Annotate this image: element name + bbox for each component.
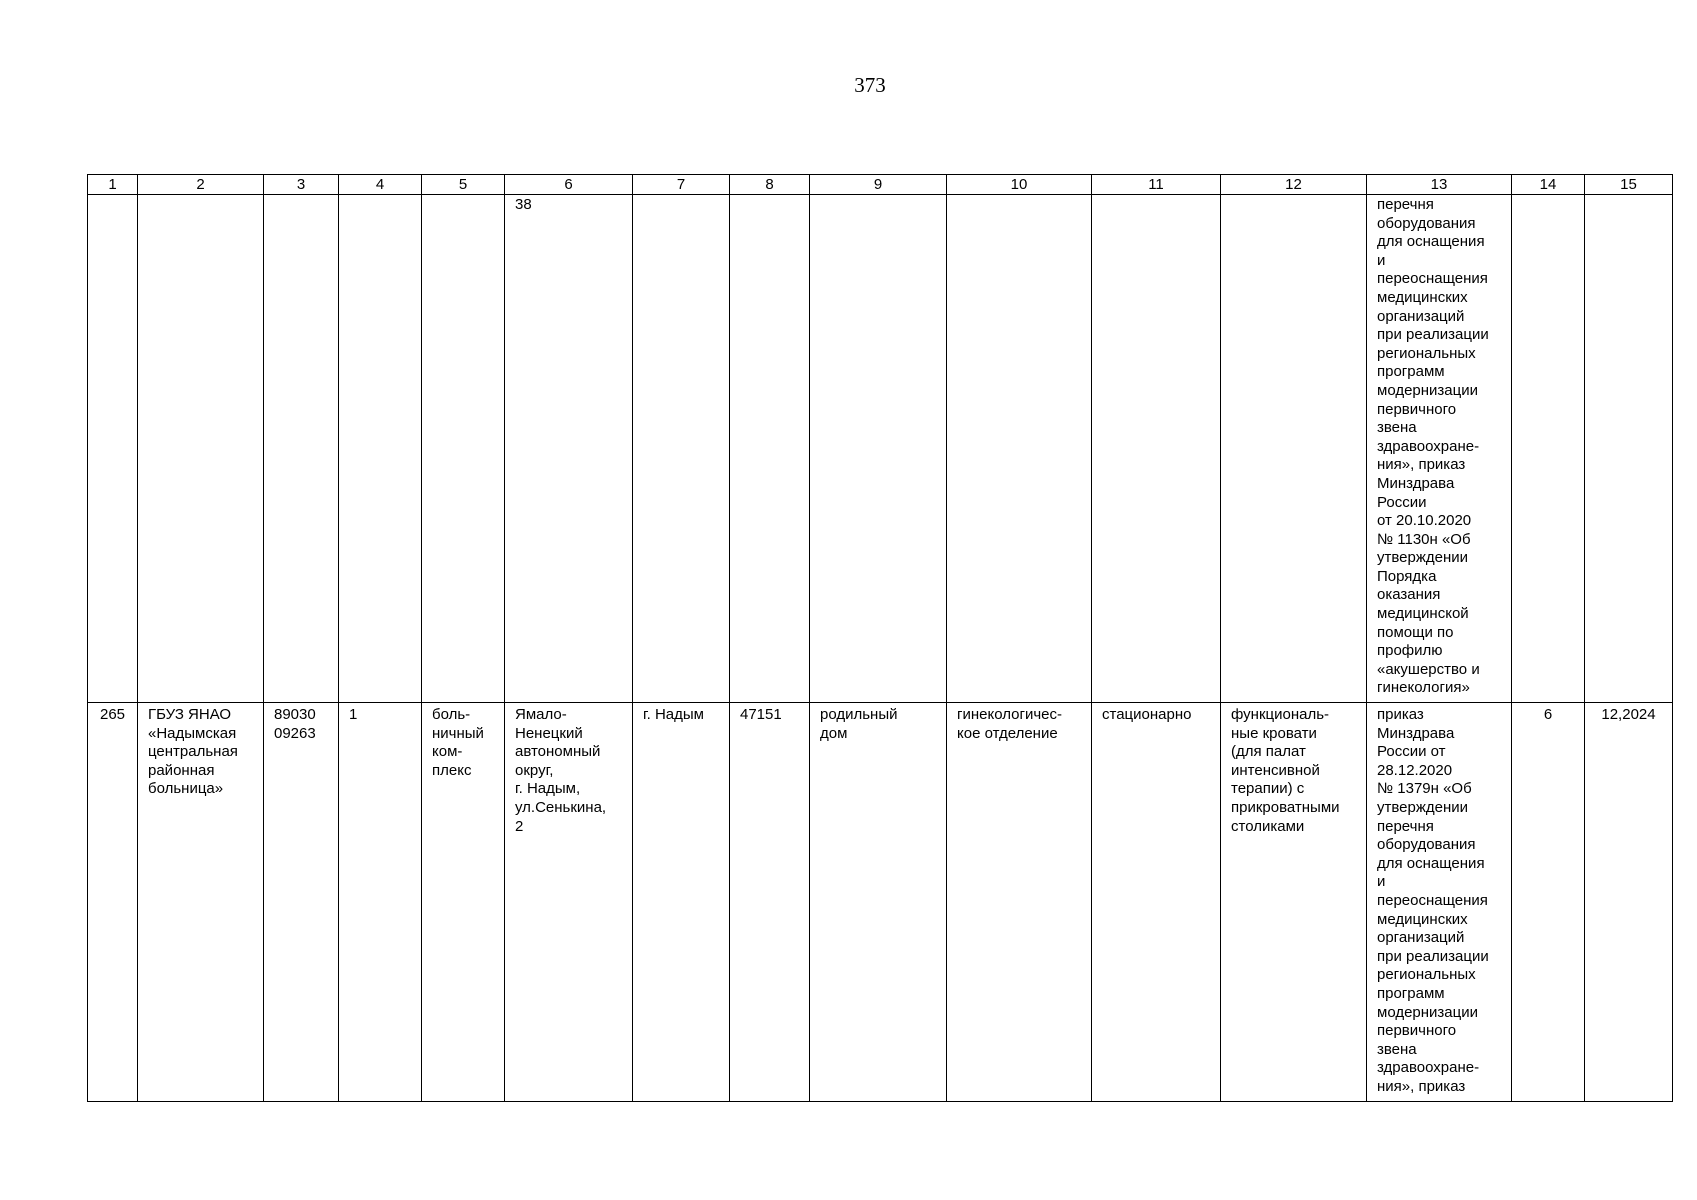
table-cell: 6 xyxy=(1512,703,1585,1102)
table-cell: родильный дом xyxy=(810,703,947,1102)
header-cell: 15 xyxy=(1585,175,1673,195)
table-cell: 47151 xyxy=(730,703,810,1102)
table-cell: стационарно xyxy=(1092,703,1221,1102)
table-cell xyxy=(1221,195,1367,703)
header-cell: 7 xyxy=(633,175,730,195)
table-cell xyxy=(810,195,947,703)
table-cell: 12,2024 xyxy=(1585,703,1673,1102)
page-number: 373 xyxy=(854,73,886,97)
table-row xyxy=(88,195,1673,703)
header-cell: 1 xyxy=(88,175,138,195)
table-cell xyxy=(88,195,138,703)
table-cell: Ямало- Ненецкий автономный округ, г. Надым, ул.Сенькина, 2 xyxy=(505,703,633,1102)
table-cell xyxy=(422,195,505,703)
header-cell: 4 xyxy=(339,175,422,195)
table-cell: функциональ- ные кровати (для палат интенсивной терапии) с прикроватными столиками xyxy=(1221,703,1367,1102)
table-cell: перечня оборудования для оснащения и переоснащения медицинских организаций при реализации региональных программ модернизации первичного звена здравоохране- ния», приказ Минздрава России от 20.10.2020 № 1130н «Об утверждении Порядка оказания медицинской помощи по профилю «акушерство и гинекология» xyxy=(1367,195,1512,703)
header-cell: 9 xyxy=(810,175,947,195)
table-cell: приказ Минздрава России от 28.12.2020 № 1379н «Об утверждении перечня оборудования для оснащения и переоснащения медицинских организаций при реализации региональных программ модернизации первичного звена здравоохране- ния», приказ xyxy=(1367,703,1512,1102)
table-cell: 89030 09263 xyxy=(264,703,339,1102)
table-cell: боль- ничный ком- плекс xyxy=(422,703,505,1102)
table-cell xyxy=(339,195,422,703)
table-cell: 1 xyxy=(339,703,422,1102)
header-cell: 6 xyxy=(505,175,633,195)
header-cell: 2 xyxy=(138,175,264,195)
header-cell: 8 xyxy=(730,175,810,195)
header-cell: 12 xyxy=(1221,175,1367,195)
header-cell: 10 xyxy=(947,175,1092,195)
equipment-table xyxy=(87,174,1673,1102)
header-cell: 3 xyxy=(264,175,339,195)
table-cell xyxy=(730,195,810,703)
table-cell xyxy=(1092,195,1221,703)
header-cell: 11 xyxy=(1092,175,1221,195)
table-cell: гинекологичес- кое отделение xyxy=(947,703,1092,1102)
table-cell xyxy=(1585,195,1673,703)
table-cell xyxy=(1512,195,1585,703)
header-cell: 14 xyxy=(1512,175,1585,195)
table-row xyxy=(88,703,1673,1102)
table-cell: г. Надым xyxy=(633,703,730,1102)
table-cell: 265 xyxy=(88,703,138,1102)
header-cell: 5 xyxy=(422,175,505,195)
header-cell: 13 xyxy=(1367,175,1512,195)
table-cell xyxy=(264,195,339,703)
table-cell xyxy=(138,195,264,703)
table-cell: 38 xyxy=(505,195,633,703)
table-cell: ГБУЗ ЯНАО «Надымская центральная районная больница» xyxy=(138,703,264,1102)
table-cell xyxy=(947,195,1092,703)
table-cell xyxy=(633,195,730,703)
table-header-row xyxy=(88,175,1673,195)
